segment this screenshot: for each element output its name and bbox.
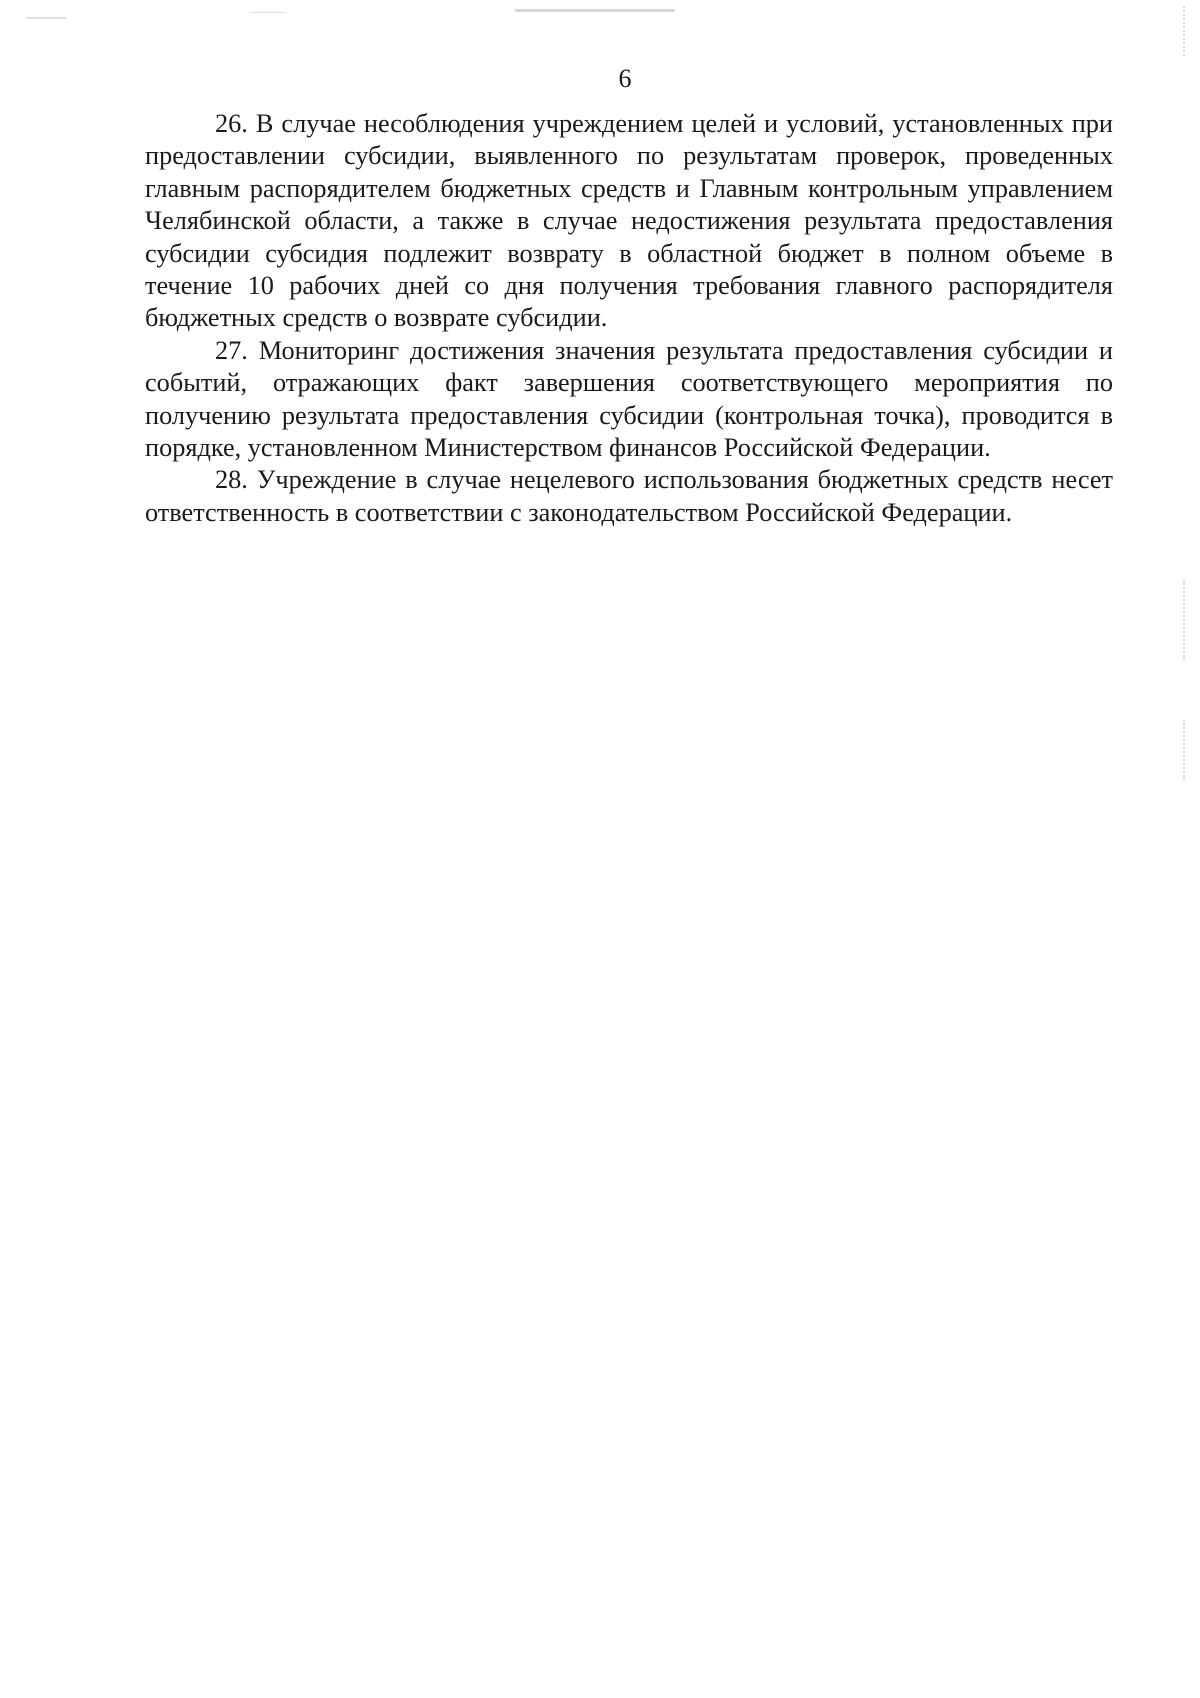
scan-edge-artifact	[1183, 720, 1188, 780]
paragraph-27: 27. Мониторинг достижения значения результата предоставления субсидии и событий, отражающих факт завершения соответствующего мероприятия по получению результата предоставления субсидии (контрольная точка), проводится в порядке, установленном Министерством финансов Российской Федерации.	[145, 335, 1113, 463]
scan-artifact	[250, 12, 284, 13]
scan-edge-artifact	[1183, 6, 1188, 56]
document-body	[145, 108, 1113, 529]
scan-edge-artifact	[1183, 580, 1188, 660]
paragraph-28: 28. Учреждение в случае нецелевого использования бюджетных средств несет ответственность в соответствии с законодательством Российской Федерации.	[145, 465, 1113, 527]
paragraph-26: 26. В случае несоблюдения учреждением целей и условий, установленных при предоставлении субсидии, выявленного по результатам проверок, проведенных главным распорядителем бюджетных средств и Главным контрольным управлением Челябинской области, а также в случае недостижения результата предоставления субсидии субсидия подлежит возврату в областной бюджет в полном объеме в течение 10 рабочих дней со дня получения требования главного распорядителя бюджетных средств о возврате субсидии.	[145, 109, 1113, 333]
scan-artifact	[515, 9, 675, 12]
page-number: 6	[618, 64, 632, 93]
scan-artifact	[26, 17, 66, 19]
